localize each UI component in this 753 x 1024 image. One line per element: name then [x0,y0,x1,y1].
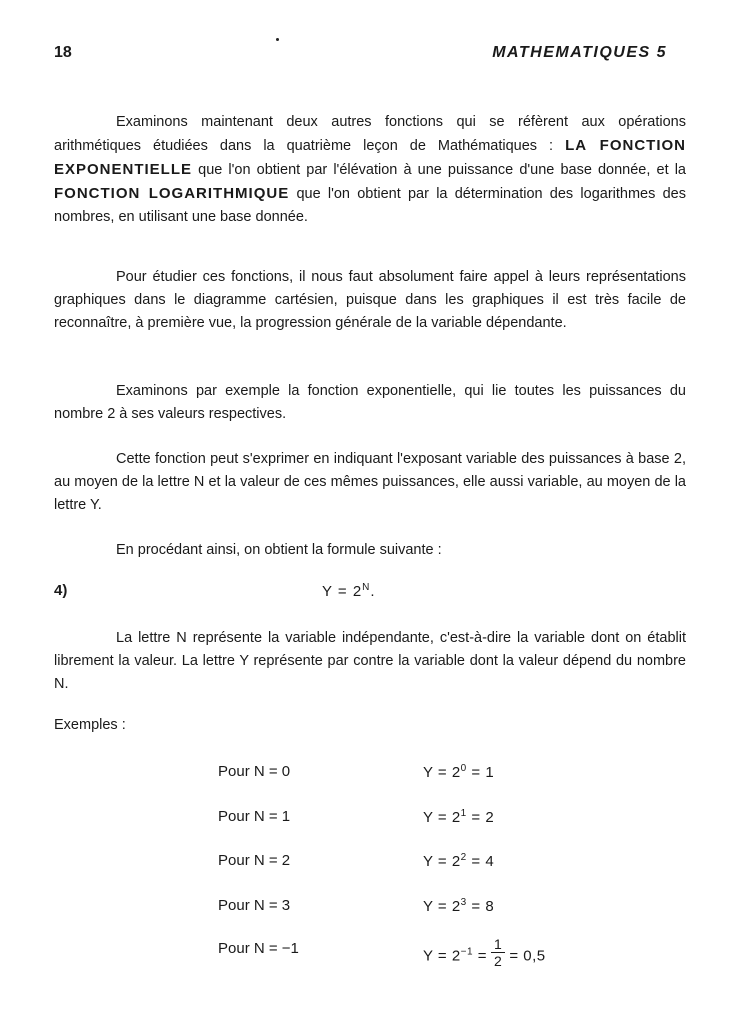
formula-exponent: N [362,582,371,593]
paragraph-example-exponential: Examinons par exemple la fonction exponentielle, qui lie toutes les puissances du nombre 2 à ses valeurs respectives. [54,383,686,422]
term-logarithmic-function: FONCTION LOGARITHMIQUE [54,185,290,202]
running-title: MATHEMATIQUES 5 [492,44,667,61]
example-exponent: 0 [460,763,467,774]
paragraph-graphical-representation: Pour étudier ces fonctions, il nous faut absolument faire appel à leurs représentations graphiques dans le diagramme cartésien, puisque dans les graphiques il est très facile de reconnaître, à première vue, la progression générale de la variable dépendante. [54,269,686,331]
example-value: = 4 [466,853,495,870]
example-input: Pour N = −1 [218,940,299,957]
example-base: Y = 2 [423,764,461,781]
page-number: 18 [54,44,72,61]
term-exponential-function: LA FONCTION EXPONENTIELLE [54,137,686,178]
example-row [218,808,638,838]
example-value: = 1 [466,764,495,781]
example-base: Y = 2 [423,947,461,965]
example-base: Y = 2 [423,853,461,870]
example-result [423,936,546,973]
example-exponent: −1 [460,946,474,958]
paragraph-variables: La lettre N représente la variable indépendante, c'est-à-dire la variable dont on établit librement la valeur. La lettre Y représente par contre la variable dont la valeur dépend du nombre N. [54,630,686,692]
example-result [423,808,494,826]
example-exponent: 1 [460,808,467,819]
example-row [218,763,638,793]
formula-row [54,582,686,606]
examples-label: Exemples : [54,717,126,733]
example-result [423,852,494,870]
formula [322,582,376,600]
example-base: Y = 2 [423,898,461,915]
example-exponent: 2 [460,852,467,863]
example-input: Pour N = 1 [218,808,291,825]
paragraph-intro-functions [54,111,686,229]
example-base: Y = 2 [423,809,461,826]
example-value: = 2 [466,809,495,826]
example-input: Pour N = 0 [218,763,291,780]
example-result [423,897,494,915]
page-header [54,44,667,68]
example-row [218,852,638,882]
fraction-numerator: 1 [494,936,503,952]
paragraph-formula-intro: En procédant ainsi, on obtient la formule suivante : [116,542,442,558]
example-input: Pour N = 2 [218,852,291,869]
example-result [423,763,494,781]
example-exponent: 3 [460,897,467,908]
paragraph-text: que l'on obtient par l'élévation à une puissance d'une base donnée, et la [192,162,686,178]
formula-base: Y = 2 [322,583,363,600]
example-value: = 8 [466,898,495,915]
example-equals: = [473,947,488,965]
formula-number: 4) [54,582,68,599]
example-row [218,897,638,927]
example-value: = 0,5 [509,947,546,965]
formula-end: . [370,583,376,600]
paragraph-expression: Cette fonction peut s'exprimer en indiquant l'exposant variable des puissances à base 2, au moyen de la lettre N et la valeur de ces mêmes puissances, elle aussi variable, au moyen de la lettre Y. [54,451,686,513]
paragraph-text: Examinons maintenant deux autres fonctions qui se réfèrent aux opérations arithmétiques étudiées dans la quatrième leçon de Mathématiques : [54,114,686,154]
example-input: Pour N = 3 [218,897,291,914]
fraction [491,936,505,969]
print-speck [276,38,279,41]
fraction-denominator: 2 [491,952,505,969]
example-row [218,936,638,970]
paragraph-text: que l'on obtient par la détermination des logarithmes des nombres, en utilisant une base donnée. [54,186,686,225]
